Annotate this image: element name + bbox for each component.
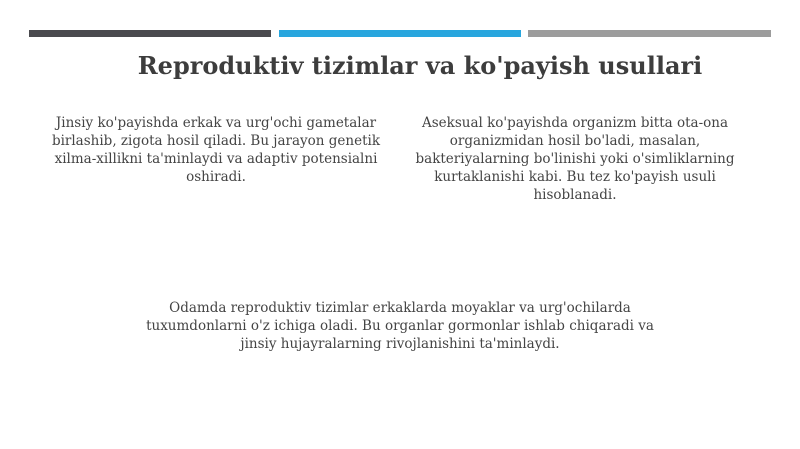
top-bar-gray bbox=[528, 30, 771, 37]
top-bar-blue bbox=[279, 30, 521, 37]
left-paragraph: Jinsiy ko'payishda erkak va urg'ochi gametalar birlashib, zigota hosil qiladi. Bu jarayon genetik xilma-xillikni ta'minlaydi va adaptiv potensialni oshiradi. bbox=[51, 115, 381, 185]
top-bar-dark bbox=[29, 30, 271, 37]
right-paragraph: Aseksual ko'payishda organizm bitta ota-ona organizmidan hosil bo'ladi, masalan, bakteriyalarning bo'linishi yoki o'simliklarning kurtaklanishi kabi. Bu tez ko'payish usuli hisoblanadi. bbox=[415, 115, 735, 203]
slide-title: Reproduktiv tizimlar va ko'payish usullari bbox=[137, 51, 703, 80]
bottom-paragraph: Odamda reproduktiv tizimlar erkaklarda moyaklar va urg'ochilarda tuxumdonlarni o'z ichiga oladi. Bu organlar gormonlar ishlab chiqaradi va jinsiy hujayralarning rivojlanishini ta'minlaydi. bbox=[146, 300, 654, 352]
